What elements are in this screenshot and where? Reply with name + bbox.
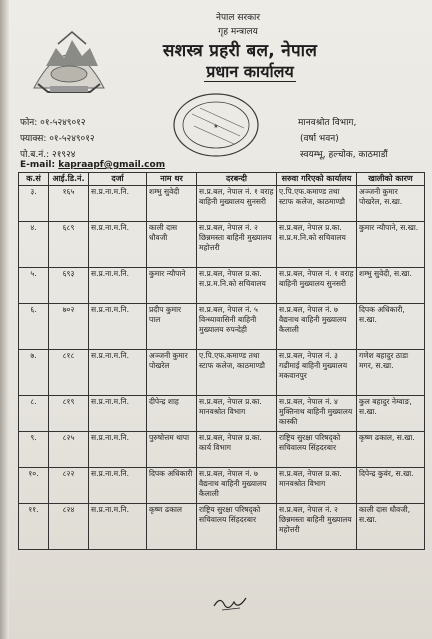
cell-reason: कुल बहादुर नेम्वाङ, स.खा. bbox=[357, 396, 425, 432]
cell-id: ८१८ bbox=[49, 350, 89, 396]
cell-sn: ९. bbox=[19, 432, 49, 468]
cell-rank: स.प्र.ना.म.नि. bbox=[89, 304, 147, 350]
signature-icon bbox=[212, 592, 248, 614]
cell-transfer: स.प्र.बल, नेपाल नं. ४ मुक्तिनाथ बाहिनी मुख्यालय कास्की bbox=[277, 396, 357, 432]
cell-reason: गणेश बहादुर ठाडा मगर, स.खा. bbox=[357, 350, 425, 396]
header-sn: क.सं bbox=[19, 173, 49, 186]
cell-sn: ७. bbox=[19, 350, 49, 396]
cell-sn: ४. bbox=[19, 222, 49, 268]
cell-reason: काली दास धौवजी, स.खा. bbox=[357, 504, 425, 550]
header-rank: दर्जा bbox=[89, 173, 147, 186]
table-row bbox=[19, 504, 425, 550]
cell-transfer: स.प्र.बल, नेपाल नं. १ वराह बाहिनी मुख्यालय सुनसरी bbox=[277, 268, 357, 304]
cell-post: स.प्र.बल, नेपाल नं. १ वराह बाहिनी मुख्यालय सुनसरी bbox=[197, 186, 277, 222]
ministry-name: गृह मन्त्रालय bbox=[218, 27, 258, 37]
phone-number: फोन: ०१-५२४९०१२ bbox=[20, 118, 86, 128]
government-name: नेपाल सरकार bbox=[215, 13, 261, 23]
office-title bbox=[34, 60, 432, 82]
cell-reason: शम्भु सुवेदी, स.खा. bbox=[357, 268, 425, 304]
cell-rank: स.प्र.ना.म.नि. bbox=[89, 396, 147, 432]
cell-post: ए.पि.एफ.कमाण्ड तथा स्टाफ कलेज, काठमाण्डौ bbox=[197, 350, 277, 396]
cell-name: शम्भु सुवेदी bbox=[147, 186, 197, 222]
cell-name: अञ्जनी कुमार पोखरेल bbox=[147, 350, 197, 396]
header-post: दरबन्दी bbox=[197, 173, 277, 186]
cell-sn: ५. bbox=[19, 268, 49, 304]
cell-sn: ६. bbox=[19, 304, 49, 350]
department-building: (वर्षा भवन) bbox=[300, 134, 339, 144]
transfer-table bbox=[18, 172, 425, 550]
cell-post: स.प्र.बल, नेपाल प्र.का. स.प्र.म.नि.को सचिवालय bbox=[197, 268, 277, 304]
cell-id: ८२४ bbox=[49, 504, 89, 550]
fax-number: फ्याक्स: ०१-५२४९०१२ bbox=[20, 134, 95, 144]
table-row bbox=[19, 186, 425, 222]
cell-id: ६८९ bbox=[49, 222, 89, 268]
email-label: E-mail: bbox=[20, 160, 56, 170]
cell-rank: स.प्र.ना.म.नि. bbox=[89, 350, 147, 396]
table-row bbox=[19, 468, 425, 504]
cell-id: ७०२ bbox=[49, 304, 89, 350]
department-name: मानवश्रोत विभाग, bbox=[298, 118, 357, 128]
cell-rank: स.प्र.ना.म.नि. bbox=[89, 504, 147, 550]
table-row bbox=[19, 396, 425, 432]
cell-name: काली दास धौवजी bbox=[147, 222, 197, 268]
cell-post: स.प्र.बल, नेपाल नं. ७ वैद्यनाथ बाहिनी मुख्यालय कैलाली bbox=[197, 468, 277, 504]
table-header-row bbox=[19, 173, 425, 186]
cell-sn: ११. bbox=[19, 504, 49, 550]
cell-transfer: स.प्र.बल, नेपाल प्र.का. मानवश्रोत विभाग bbox=[277, 468, 357, 504]
table-row bbox=[19, 432, 425, 468]
email-line bbox=[20, 160, 165, 170]
cell-transfer: ए.पि.एफ.कमाण्ड तथा स्टाफ कलेज, काठमाण्डौ bbox=[277, 186, 357, 222]
cell-id: ८१९ bbox=[49, 396, 89, 432]
cell-name: प्रदीप कुमार पाल bbox=[147, 304, 197, 350]
header-reason: खालीको कारण bbox=[357, 173, 425, 186]
cell-reason: कुमार न्यौपाने, स.खा. bbox=[357, 222, 425, 268]
cell-post: स.प्र.बल, नेपाल नं. ५ विन्ध्यावासिनी बाहिनी मुख्यालय रुपन्देही bbox=[197, 304, 277, 350]
cell-transfer: स.प्र.बल, नेपाल नं. ३ गढीमाई बाहिनी मुख्यालय मकवानपुर bbox=[277, 350, 357, 396]
cell-rank: स.प्र.ना.म.नि. bbox=[89, 468, 147, 504]
cell-rank: स.प्र.ना.म.नि. bbox=[89, 186, 147, 222]
cell-name: कृष्ण ढकाल bbox=[147, 504, 197, 550]
cell-post: स.प्र.बल, नेपाल प्र.का. कार्य विभाग bbox=[197, 432, 277, 468]
cell-reason: कृष्ण ढकाल, स.खा. bbox=[357, 432, 425, 468]
force-name: सशस्त्र प्रहरी बल, नेपाल bbox=[162, 41, 318, 61]
cell-name: दिपक अधिकारी bbox=[147, 468, 197, 504]
cell-reason: दिपेन्द्र कुवंर, स.खा. bbox=[357, 468, 425, 504]
cell-name: कुमार न्यौपाने bbox=[147, 268, 197, 304]
cell-id: ८२५ bbox=[49, 432, 89, 468]
header-name: नाम थर bbox=[147, 173, 197, 186]
cell-transfer: स.प्र.बल, नेपाल प्र.का. स.प्र.म.नि.को सचिवालय bbox=[277, 222, 357, 268]
svg-text:★: ★ bbox=[213, 123, 219, 130]
office-stamp-icon bbox=[170, 90, 262, 160]
po-box: पो.ब.नं.: २१९२४ bbox=[20, 150, 76, 160]
cell-id: ६९३ bbox=[49, 268, 89, 304]
cell-rank: स.प्र.ना.म.नि. bbox=[89, 432, 147, 468]
cell-reason: अञ्जनी कुमार पोखरेल, स.खा. bbox=[357, 186, 425, 222]
cell-post: स.प्र.बल, नेपाल प्र.का. मानवश्रोत विभाग bbox=[197, 396, 277, 432]
office-title-text: प्रधान कार्यालय bbox=[206, 62, 294, 81]
table-row bbox=[19, 268, 425, 304]
cell-reason: दिपक अधिकारी, स.खा. bbox=[357, 304, 425, 350]
cell-sn: १०. bbox=[19, 468, 49, 504]
cell-post: स.प्र.बल, नेपाल नं. २ छिन्नमस्ता बाहिनी मुख्यालय महोत्तरी bbox=[197, 222, 277, 268]
header-transfer: सरुवा गरिएको कार्यालय bbox=[277, 173, 357, 186]
cell-transfer: स.प्र.बल, नेपाल नं. २ छिन्नमस्ता बाहिनी मुख्यालय महोत्तरी bbox=[277, 504, 357, 550]
cell-sn: ८. bbox=[19, 396, 49, 432]
department-address: स्वयम्भू, हल्चोक, काठमाडौं bbox=[300, 150, 388, 160]
header-id: आई.डि.नं. bbox=[49, 173, 89, 186]
cell-post: राष्ट्रिय सुरक्षा परिषद्को सचिवालय सिंहदरबार bbox=[197, 504, 277, 550]
table-row bbox=[19, 222, 425, 268]
page-edge-shadow bbox=[0, 0, 9, 639]
email-link[interactable]: kapraapf@gmail.com bbox=[58, 160, 166, 170]
cell-rank: स.प्र.ना.म.नि. bbox=[89, 268, 147, 304]
cell-transfer: राष्ट्रिय सुरक्षा परिषद्को सचिवालय सिंहदरबार bbox=[277, 432, 357, 468]
cell-sn: ३. bbox=[19, 186, 49, 222]
table-row bbox=[19, 350, 425, 396]
cell-transfer: स.प्र.बल, नेपाल नं. ७ वैद्यनाथ बाहिनी मुख्यालय कैलाली bbox=[277, 304, 357, 350]
cell-id: ८२२ bbox=[49, 468, 89, 504]
cell-id: १६५ bbox=[49, 186, 89, 222]
cell-name: दीपेन्द्र शाह bbox=[147, 396, 197, 432]
cell-rank: स.प्र.ना.म.नि. bbox=[89, 222, 147, 268]
cell-name: पुरुषोत्तम थापा bbox=[147, 432, 197, 468]
table-row bbox=[19, 304, 425, 350]
